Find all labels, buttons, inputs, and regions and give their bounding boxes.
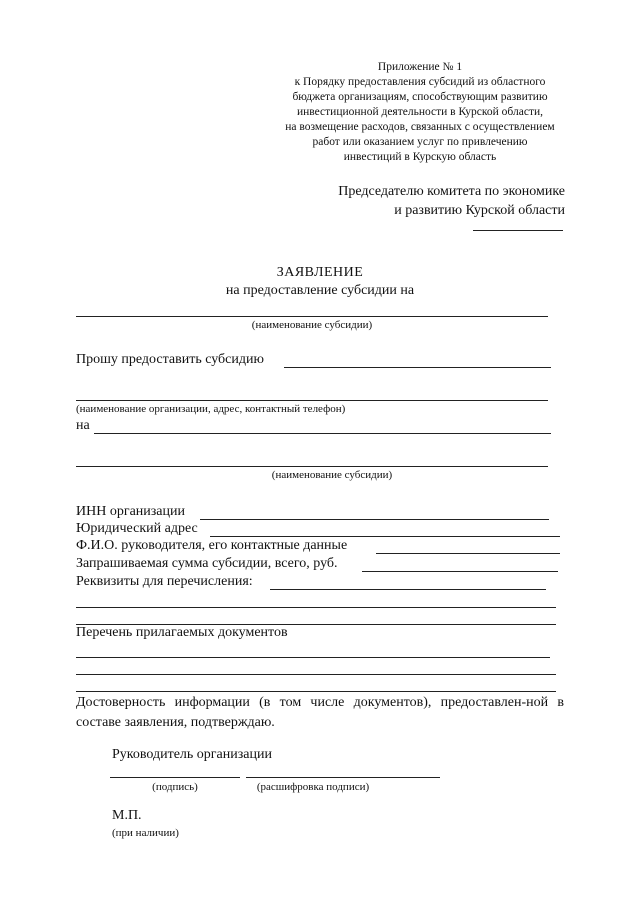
addressee-line: и развитию Курской области: [394, 203, 565, 218]
signature-decode-field[interactable]: [246, 777, 440, 778]
requisites-field-1[interactable]: [270, 589, 546, 590]
document-title: ЗАЯВЛЕНИЕ: [276, 265, 364, 280]
head-title: Руководитель организации: [112, 747, 272, 762]
head-contacts-label: Ф.И.О. руководителя, его контактные данные: [76, 538, 348, 553]
signature-field[interactable]: [110, 777, 240, 778]
requisites-field-2[interactable]: [76, 607, 556, 608]
addressee-block: [300, 182, 565, 220]
legal-address-label: Юридический адрес: [76, 521, 198, 536]
appendix-line: инвестиционной деятельности в Курской области,: [296, 106, 543, 118]
organization-caption: (наименование организации, адрес, контактный телефон): [76, 403, 346, 415]
inn-field[interactable]: [200, 519, 549, 520]
signature-caption: (подпись): [152, 781, 198, 793]
documents-field-3[interactable]: [76, 691, 556, 692]
subsidy-name-field-2[interactable]: [76, 466, 548, 467]
appendix-line: бюджета организациям, способствующим развитию: [292, 91, 548, 103]
amount-label: Запрашиваемая сумма субсидии, всего, руб.: [76, 556, 338, 571]
on-field[interactable]: [94, 433, 551, 434]
requisites-label: Реквизиты для перечисления:: [76, 574, 253, 589]
on-label: на: [76, 418, 90, 433]
subsidy-name-field[interactable]: [76, 316, 548, 317]
amount-field[interactable]: [362, 571, 558, 572]
subsidy-name-caption: (наименование субсидии): [251, 319, 373, 331]
legal-address-field[interactable]: [210, 536, 560, 537]
addressee-name-field[interactable]: [473, 230, 563, 231]
stamp-label: М.П.: [112, 808, 142, 823]
request-label: Прошу предоставить субсидию: [76, 352, 264, 367]
appendix-line: Приложение № 1: [377, 61, 463, 73]
appendix-header: [255, 60, 585, 165]
inn-label: ИНН организации: [76, 504, 185, 519]
document-subtitle: на предоставление субсидии на: [225, 283, 415, 298]
addressee-line: Председателю комитета по экономике: [338, 184, 565, 199]
subsidy-name-caption-2: (наименование субсидии): [271, 469, 393, 481]
appendix-line: инвестиций в Курскую область: [343, 151, 497, 163]
documents-field-1[interactable]: [76, 657, 550, 658]
organization-field[interactable]: [76, 400, 548, 401]
signature-decode-caption: (расшифровка подписи): [256, 781, 370, 793]
documents-label: Перечень прилагаемых документов: [76, 625, 288, 640]
appendix-line: работ или оказанием услуг по привлечению: [312, 136, 528, 148]
stamp-note: (при наличии): [112, 827, 179, 839]
appendix-line: на возмещение расходов, связанных с осуществлением: [285, 121, 555, 133]
appendix-line: к Порядку предоставления субсидий из областного: [294, 76, 546, 88]
request-field[interactable]: [284, 367, 551, 368]
head-contacts-field[interactable]: [376, 553, 560, 554]
documents-field-2[interactable]: [76, 674, 556, 675]
attestation-text: Достоверность информации (в том числе документов), предоставлен-ной в составе заявления, подтверждаю.: [76, 695, 564, 730]
